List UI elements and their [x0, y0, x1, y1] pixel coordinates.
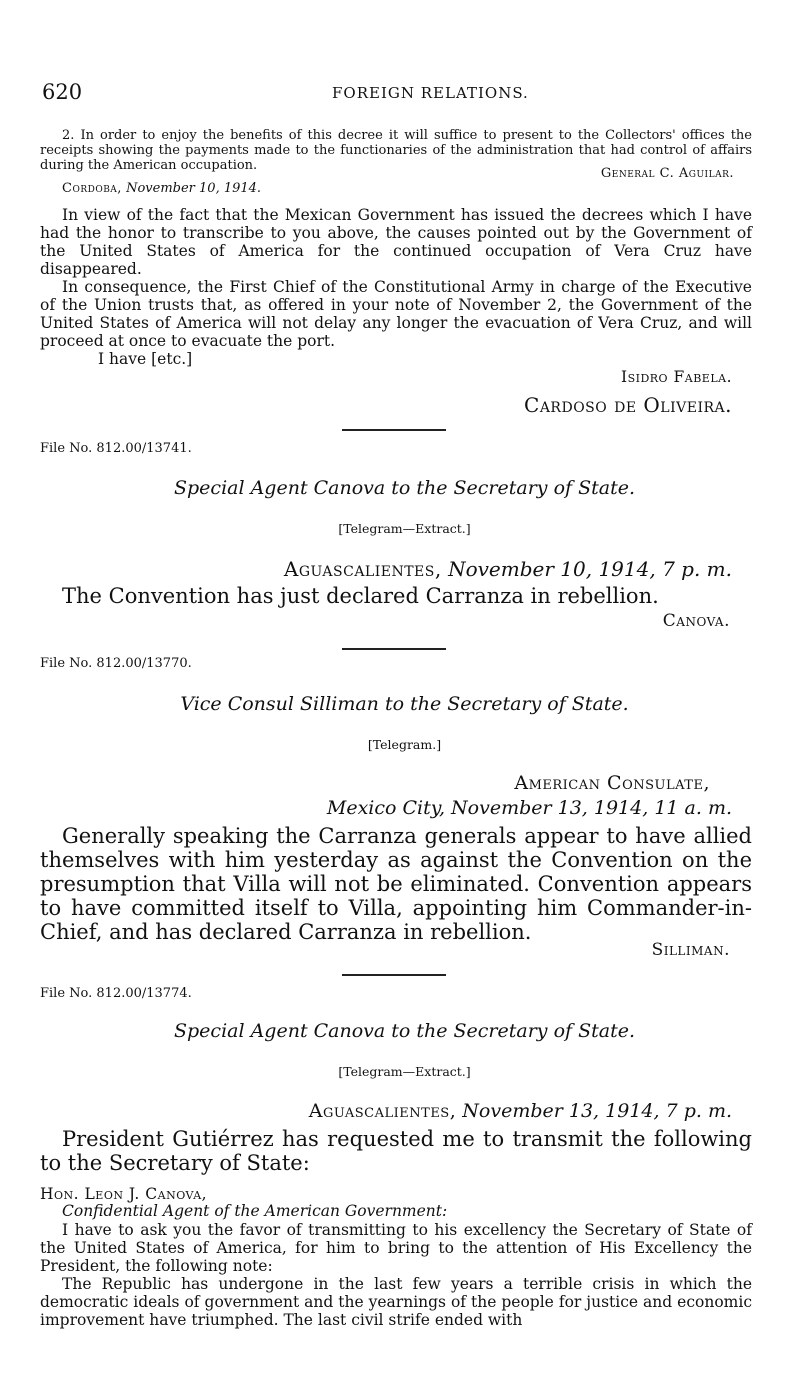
file-number: File No. 812.00/13770. [40, 656, 192, 671]
telegram-body: Generally speaking the Carranza generals appear to have allied themselves with him yesterday as against the Convention on the presumption that Villa will not be eliminated. Convention appears to have committed itself to Villa, appointing him Commander-in-Chief, and has declared Carranza in rebellion. [40, 824, 752, 944]
section-divider [342, 648, 446, 650]
telegram-body: President Gutiérrez has requested me to transmit the following to the Secretary of State: [40, 1127, 752, 1175]
decree-date: November 10, 1914. [126, 181, 262, 196]
decree-place: Cordoba, [62, 181, 122, 196]
page-number: 620 [42, 80, 83, 104]
letter-paragraph-2: In consequence, the First Chief of the Constitutional Army in charge of the Executive of the Union trusts that, as offered in your note of November 2, the Government of the United States of America will not delay any longer the evacuation of Vera Cruz, and will proceed at once to evacuate the port. [40, 278, 752, 350]
dateline [40, 557, 752, 581]
note-paragraph-2: The Republic has undergone in the last few years a terrible crisis in which the democratic ideals of government and the yearnings of the people for justice and economic improvement have triumphed. The last civil strife ended with [40, 1275, 752, 1329]
document-title: Special Agent Canova to the Secretary of State. [174, 477, 635, 499]
note-paragraph-1: I have to ask you the favor of transmitting to his excellency the Secretary of State of the United States of America, for him to bring to the attention of His Excellency the President, the following note: [40, 1221, 752, 1275]
note-body [40, 1221, 752, 1329]
addressee: Hon. Leon J. Canova, [40, 1185, 208, 1203]
letter-paragraph-1: In view of the fact that the Mexican Government has issued the decrees which I have had the honor to transcribe to you above, the causes pointed out by the Government of the United States of America for the continued occupation of Vera Cruz have disappeared. [40, 206, 752, 278]
dateline [40, 1100, 752, 1122]
decree-paragraph: 2. In order to enjoy the benefits of this decree it will suffice to present to the Collectors' offices the receipts showing the payments made to the functionaries of the administration that had control of affairs during the American occupation. [40, 128, 752, 173]
dateline-place: Aguascalientes, [308, 1100, 457, 1122]
letter-body [40, 206, 752, 368]
telegram-body: The Convention has just declared Carranza in rebellion. [62, 584, 659, 608]
decree-dateline [62, 181, 774, 196]
document-title: Vice Consul Silliman to the Secretary of State. [180, 693, 629, 715]
dateline-date: November 10, 1914, 7 p. m. [448, 557, 732, 581]
letter-closing: I have [etc.] [98, 350, 193, 368]
document-type: [Telegram—Extract.] [338, 1064, 471, 1079]
dateline-date: Mexico City, November 13, 1914, 11 a. m. [326, 797, 732, 819]
document-title: Special Agent Canova to the Secretary of State. [174, 1020, 635, 1042]
section-divider [342, 429, 446, 431]
dateline-place: Aguascalientes, [283, 557, 442, 581]
letter-signer: Isidro Fabela. [620, 368, 732, 386]
file-number: File No. 812.00/13741. [40, 441, 192, 456]
file-number: File No. 812.00/13774. [40, 986, 192, 1001]
section-divider [342, 974, 446, 976]
dateline-place: American Consulate, [514, 772, 710, 794]
document-type: [Telegram.] [367, 737, 442, 752]
decree-signer: General C. Aguilar. [600, 166, 734, 181]
addressee-title: Confidential Agent of the American Government: [62, 1202, 448, 1220]
running-title: FOREIGN RELATIONS. [332, 84, 529, 102]
telegram-signer: Silliman. [651, 940, 730, 960]
document-type: [Telegram—Extract.] [338, 521, 471, 536]
dateline-date: November 13, 1914, 7 p. m. [462, 1100, 732, 1122]
letter-forwarder: Cardoso de Oliveira. [524, 393, 732, 417]
telegram-signer: Canova. [662, 611, 730, 631]
